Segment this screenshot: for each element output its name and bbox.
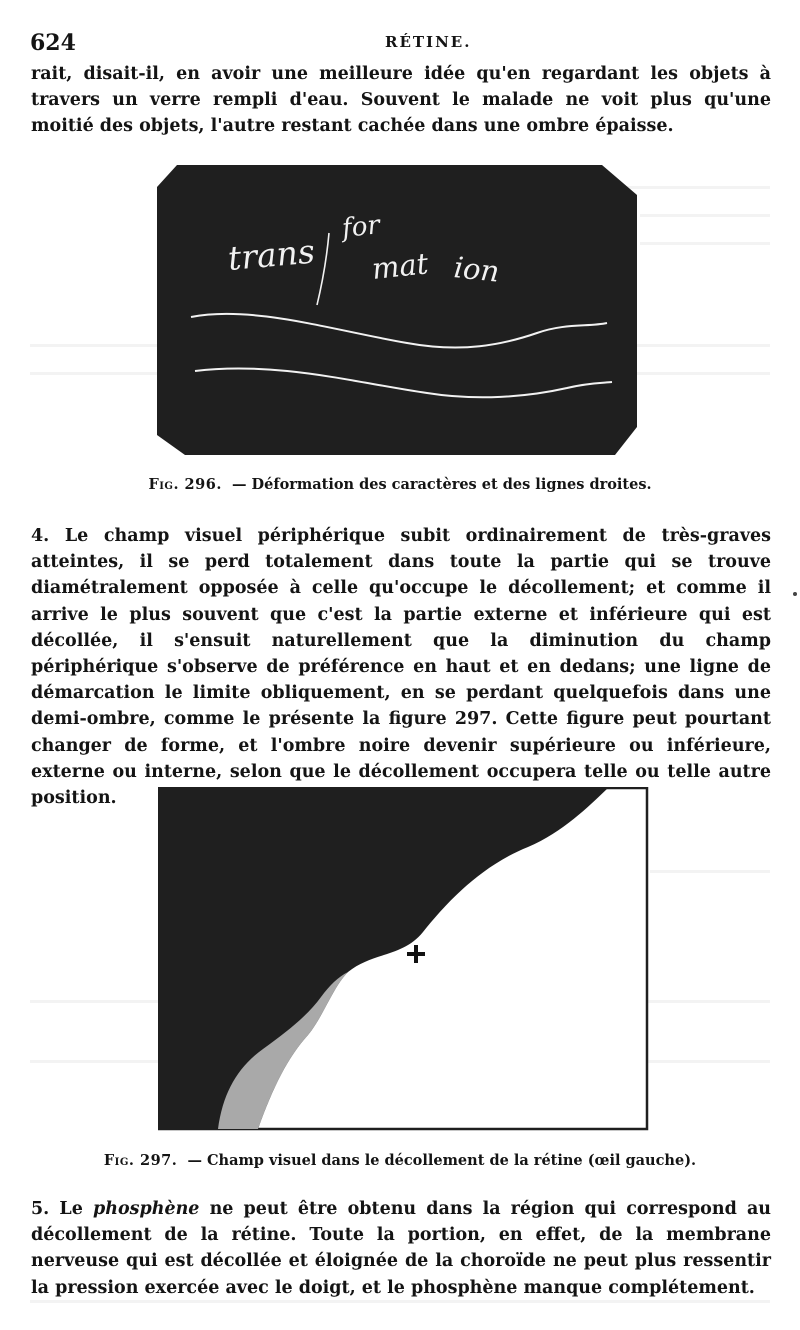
figure-297: [158, 787, 650, 1136]
running-head: RÉTINE.: [385, 33, 472, 51]
figure-296-caption: [0, 476, 800, 493]
figure-296-plate: [157, 165, 637, 455]
phosphene-term: phosphène: [93, 1199, 200, 1219]
handwriting-ion: ion: [452, 250, 501, 289]
figure-296: [157, 165, 637, 459]
figure-297-caption-text: — Champ visuel dans le décollement de la rétine (œil gauche).: [187, 1152, 697, 1169]
paragraph-5-number: 5.: [31, 1199, 50, 1219]
figure-297-diagram: [158, 787, 650, 1132]
page-number: 624: [30, 30, 76, 56]
paragraph-intro: rait, disait-il, en avoir une meilleure idée qu'en regardant les objets à travers un verre rempli d'eau. Souvent le malade ne voit plus qu'une moitié des objets, l'autre restant cachée dans une ombre épaisse.: [31, 64, 771, 137]
handwriting-for: for: [340, 210, 382, 244]
paragraph-4: [31, 523, 771, 811]
figure-296-label: Fig. 296.: [148, 476, 222, 493]
plate-background: [157, 165, 637, 455]
paragraph-5-text-after: ne peut être obtenu dans la région qui correspond au décollement de la rétine. Toute la portion, en effet, de la membrane nerveuse qui est décollée et éloignée de la choroïde ne peut plus ressentir la pression exercée avec le doigt, et le phosphène manque complétement.: [31, 1199, 772, 1298]
page-header: [30, 30, 770, 56]
handwriting-mat: mat: [370, 246, 430, 286]
figure-296-caption-text: — Déformation des caractères et des lignes droites.: [232, 476, 652, 493]
paragraph-4-number: 4.: [31, 526, 50, 546]
margin-dot: [793, 592, 797, 596]
figure-297-caption: [0, 1152, 800, 1169]
figure-297-label: Fig. 297.: [103, 1152, 178, 1169]
handwriting-trans: trans: [226, 231, 317, 278]
paragraph-5: [31, 1196, 771, 1301]
paragraph-4-text: Le champ visuel périphérique subit ordinairement de très-graves atteintes, il se perd totalement dans toute la partie qui se trouve diamétralement opposée à celle qu'occupe le décollement; et comme il arrive le plus souvent que c'est la partie externe et inférieure qui est décollée, il s'ensuit naturellement que la diminution du champ périphérique s'observe de préférence en haut et en dedans; une ligne de démarcation le limite obliquement, en se perdant quelquefois dans une demi-ombre, comme le présente la figure 297. Cette figure peut pourtant changer de forme, et l'ombre noire devenir supérieure ou inférieure, externe ou interne, selon que le décollement occupera telle ou telle autre position.: [31, 526, 771, 809]
paragraph-5-text-before: Le: [59, 1199, 93, 1219]
